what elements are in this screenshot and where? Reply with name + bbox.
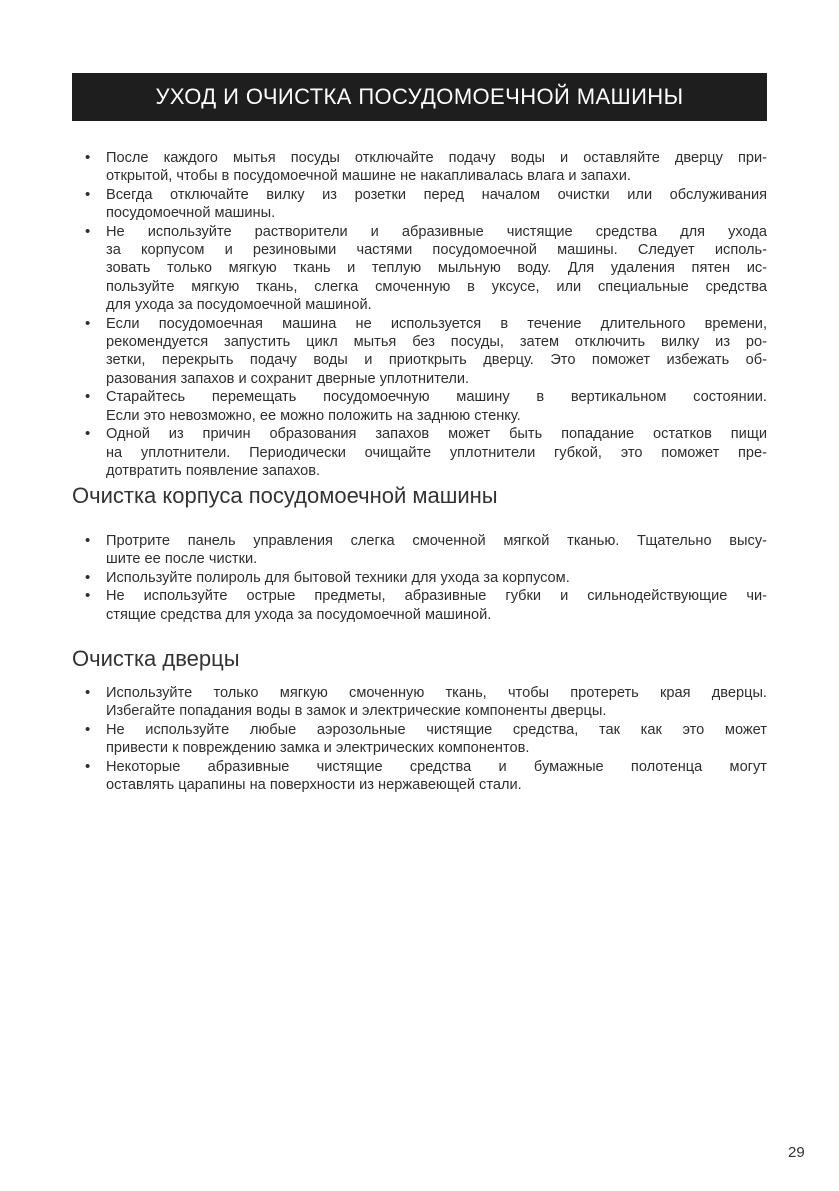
section-heading-body: Очистка корпуса посудомоечной машины [72,483,498,508]
title-bar [72,73,767,121]
list-item [80,223,767,315]
list-item-text-line: дотвратить появление запахов. [106,462,321,479]
bullet-icon: • [85,388,91,406]
list-item-text-line: зовать только мягкую ткань и теплую мыльную воду. Для удаления пятен ис- [106,260,767,277]
bullet-icon: • [85,149,91,166]
list-item [80,587,767,624]
list-item-text-line: Используйте полироль для бытовой техники для ухода за корпусом. [106,569,570,586]
list-item-text-line: оставлять царапины на поверхности из нержавеющей стали. [106,777,522,794]
list-item-text-line: пользуйте мягкую ткань, слегка смоченную в уксусе, или специальные средства [106,278,767,295]
list-item-text-line: для ухода за посудомоечной машиной. [106,297,372,314]
list-item-text-line: Не используйте растворители и абразивные чистящие средства для ухода [106,223,767,240]
list-item-text-line: Не используйте любые аэрозольные чистящие средства, так как это может [106,721,767,738]
list-item-text-line: зетки, перекрыть подачу воды и приоткрыть дверцу. Это поможет избежать об- [106,352,767,369]
list-item [80,684,767,721]
list-item-text-line: посудомоечной машины. [106,205,276,222]
list-item [80,721,767,758]
page-title: УХОД И ОЧИСТКА ПОСУДОМОЕЧНОЙ МАШИНЫ [155,84,684,109]
list-item-text-line: Не используйте острые предметы, абразивные губки и сильнодействующие чи- [106,588,767,605]
door-cleaning-list [80,684,767,794]
list-item [80,569,767,587]
bullet-icon: • [85,222,91,240]
list-item-text-line: Всегда отключайте вилку из розетки перед началом очистки или обслуживания [106,186,767,203]
list-item [80,758,767,795]
list-item-text-line: Одной из причин образования запахов может быть попадание остатков пищи [106,426,767,443]
list-item-text-line: Протрите панель управления слегка смоченной мягкой тканью. Тщательно высу- [106,533,767,549]
list-item [80,315,767,389]
list-item-text-line: стящие средства для ухода за посудомоечной машиной. [106,606,492,623]
list-item [80,149,767,186]
section-heading-door: Очистка дверцы [72,646,240,671]
list-item [80,425,767,480]
list-item-text-line: Старайтесь перемещать посудомоечную машину в вертикальном состоянии. [106,389,767,406]
list-item-text-line: После каждого мытья посуды отключайте подачу воды и оставляйте дверцу при- [106,150,767,166]
bullet-icon: • [85,425,91,443]
page-number: 29 [788,1144,805,1161]
bullet-icon: • [85,587,91,605]
list-item [80,532,767,569]
bullet-icon: • [85,684,91,701]
list-item [80,388,767,425]
list-item-text-line: Избегайте попадания воды в замок и электрические компоненты дверцы. [106,703,607,720]
bullet-icon: • [85,532,91,549]
list-item-text-line: Используйте только мягкую смоченную ткань, чтобы протереть края дверцы. [106,685,767,701]
bullet-icon: • [85,185,91,203]
body-cleaning-list [80,532,767,624]
list-item-text-line: Если это невозможно, ее можно положить на заднюю стенку. [106,407,521,424]
list-item-text-line: открытой, чтобы в посудомоечной машине не накапливалась влага и запахи. [106,168,631,185]
list-item-text-line: Некоторые абразивные чистящие средства и бумажные полотенца могут [106,758,767,775]
list-item-text-line: Если посудомоечная машина не используется в течение длительного времени, [106,315,767,332]
list-item-text-line: за корпусом и резиновыми частями посудомоечной машины. Следует исполь- [106,242,767,259]
list-item [80,186,767,223]
bullet-icon: • [85,757,91,775]
bullet-icon: • [85,568,91,586]
list-item-text-line: рекомендуется запустить цикл мытья без посуды, затем отключить вилку из ро- [106,334,767,351]
bullet-icon: • [85,314,91,332]
list-item-text-line: привести к повреждению замка и электрических компонентов. [106,740,530,757]
list-item-text-line: шите ее после чистки. [106,551,258,568]
intro-list [80,149,767,480]
bullet-icon: • [85,720,91,738]
list-item-text-line: на уплотнители. Периодически очищайте уплотнители губкой, это поможет пре- [106,444,767,461]
list-item-text-line: разования запахов и сохранит дверные уплотнители. [106,370,470,387]
